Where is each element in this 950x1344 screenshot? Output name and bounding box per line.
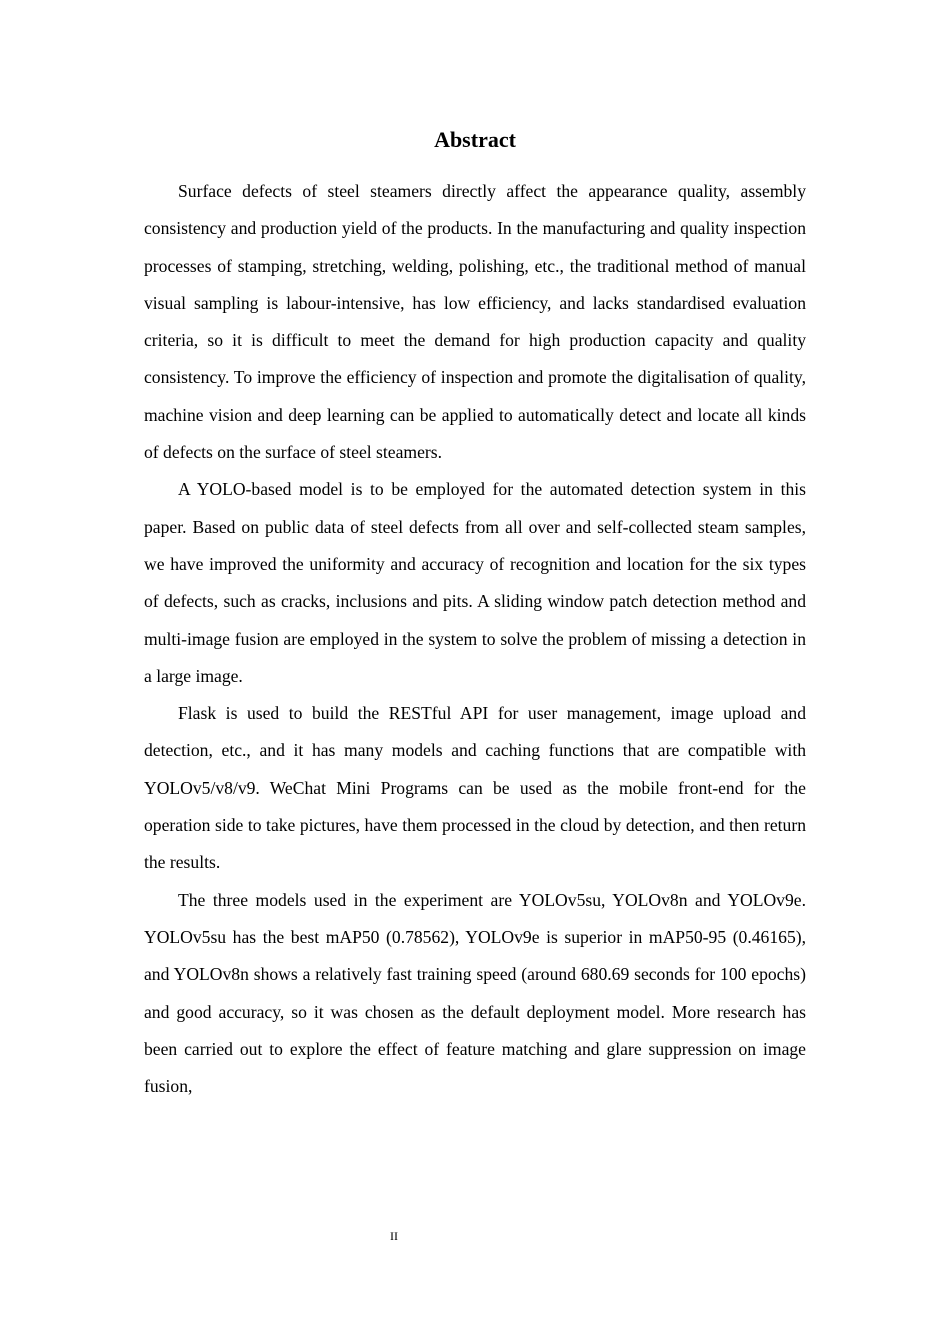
paragraph: A YOLO-based model is to be employed for the automated detection system in this paper. Based on public data of steel defects from all over and self-collected steam samples, we have improved the uniformity and accuracy of recognition and location for the six types of defects, such as cracks, inclusions and pits. A sliding window patch detection method and multi-image fusion are employed in the system to solve the problem of missing a detection in a large image. — [144, 479, 806, 686]
page-title: Abstract — [434, 127, 516, 152]
paragraph: Flask is used to build the RESTful API for user management, image upload and detection, etc., and it has many models and caching functions that are compatible with YOLOv5/v8/v9. WeChat Mini Programs can be used as the mobile front-end for the operation side to take pictures, have them processed in the cloud by detection, and then return the results. — [144, 703, 806, 873]
page-number: II — [390, 1229, 398, 1243]
abstract-body — [144, 173, 806, 1105]
paragraph: The three models used in the experiment are YOLOv5su, YOLOv8n and YOLOv9e. YOLOv5su has the best mAP50 (0.78562), YOLOv9e is superior in mAP50-95 (0.46165), and YOLOv8n shows a relatively fast training speed (around 680.69 seconds for 100 epochs) and good accuracy, so it was chosen as the default deployment model. More research has been carried out to explore the effect of feature matching and glare suppression on image fusion, — [144, 889, 806, 1097]
paragraph: Surface defects of steel steamers directly affect the appearance quality, assembly consistency and production yield of the products. In the manufacturing and quality inspection processes of stamping, stretching, welding, polishing, etc., the traditional method of manual visual sampling is labour-intensive, has low efficiency, and lacks standardised evaluation criteria, so it is difficult to meet the demand for high production capacity and quality consistency. To improve the efficiency of inspection and promote the digitalisation of quality, machine vision and deep learning can be applied to automatically detect and locate all kinds of defects on the surface of steel steamers. — [144, 181, 806, 463]
